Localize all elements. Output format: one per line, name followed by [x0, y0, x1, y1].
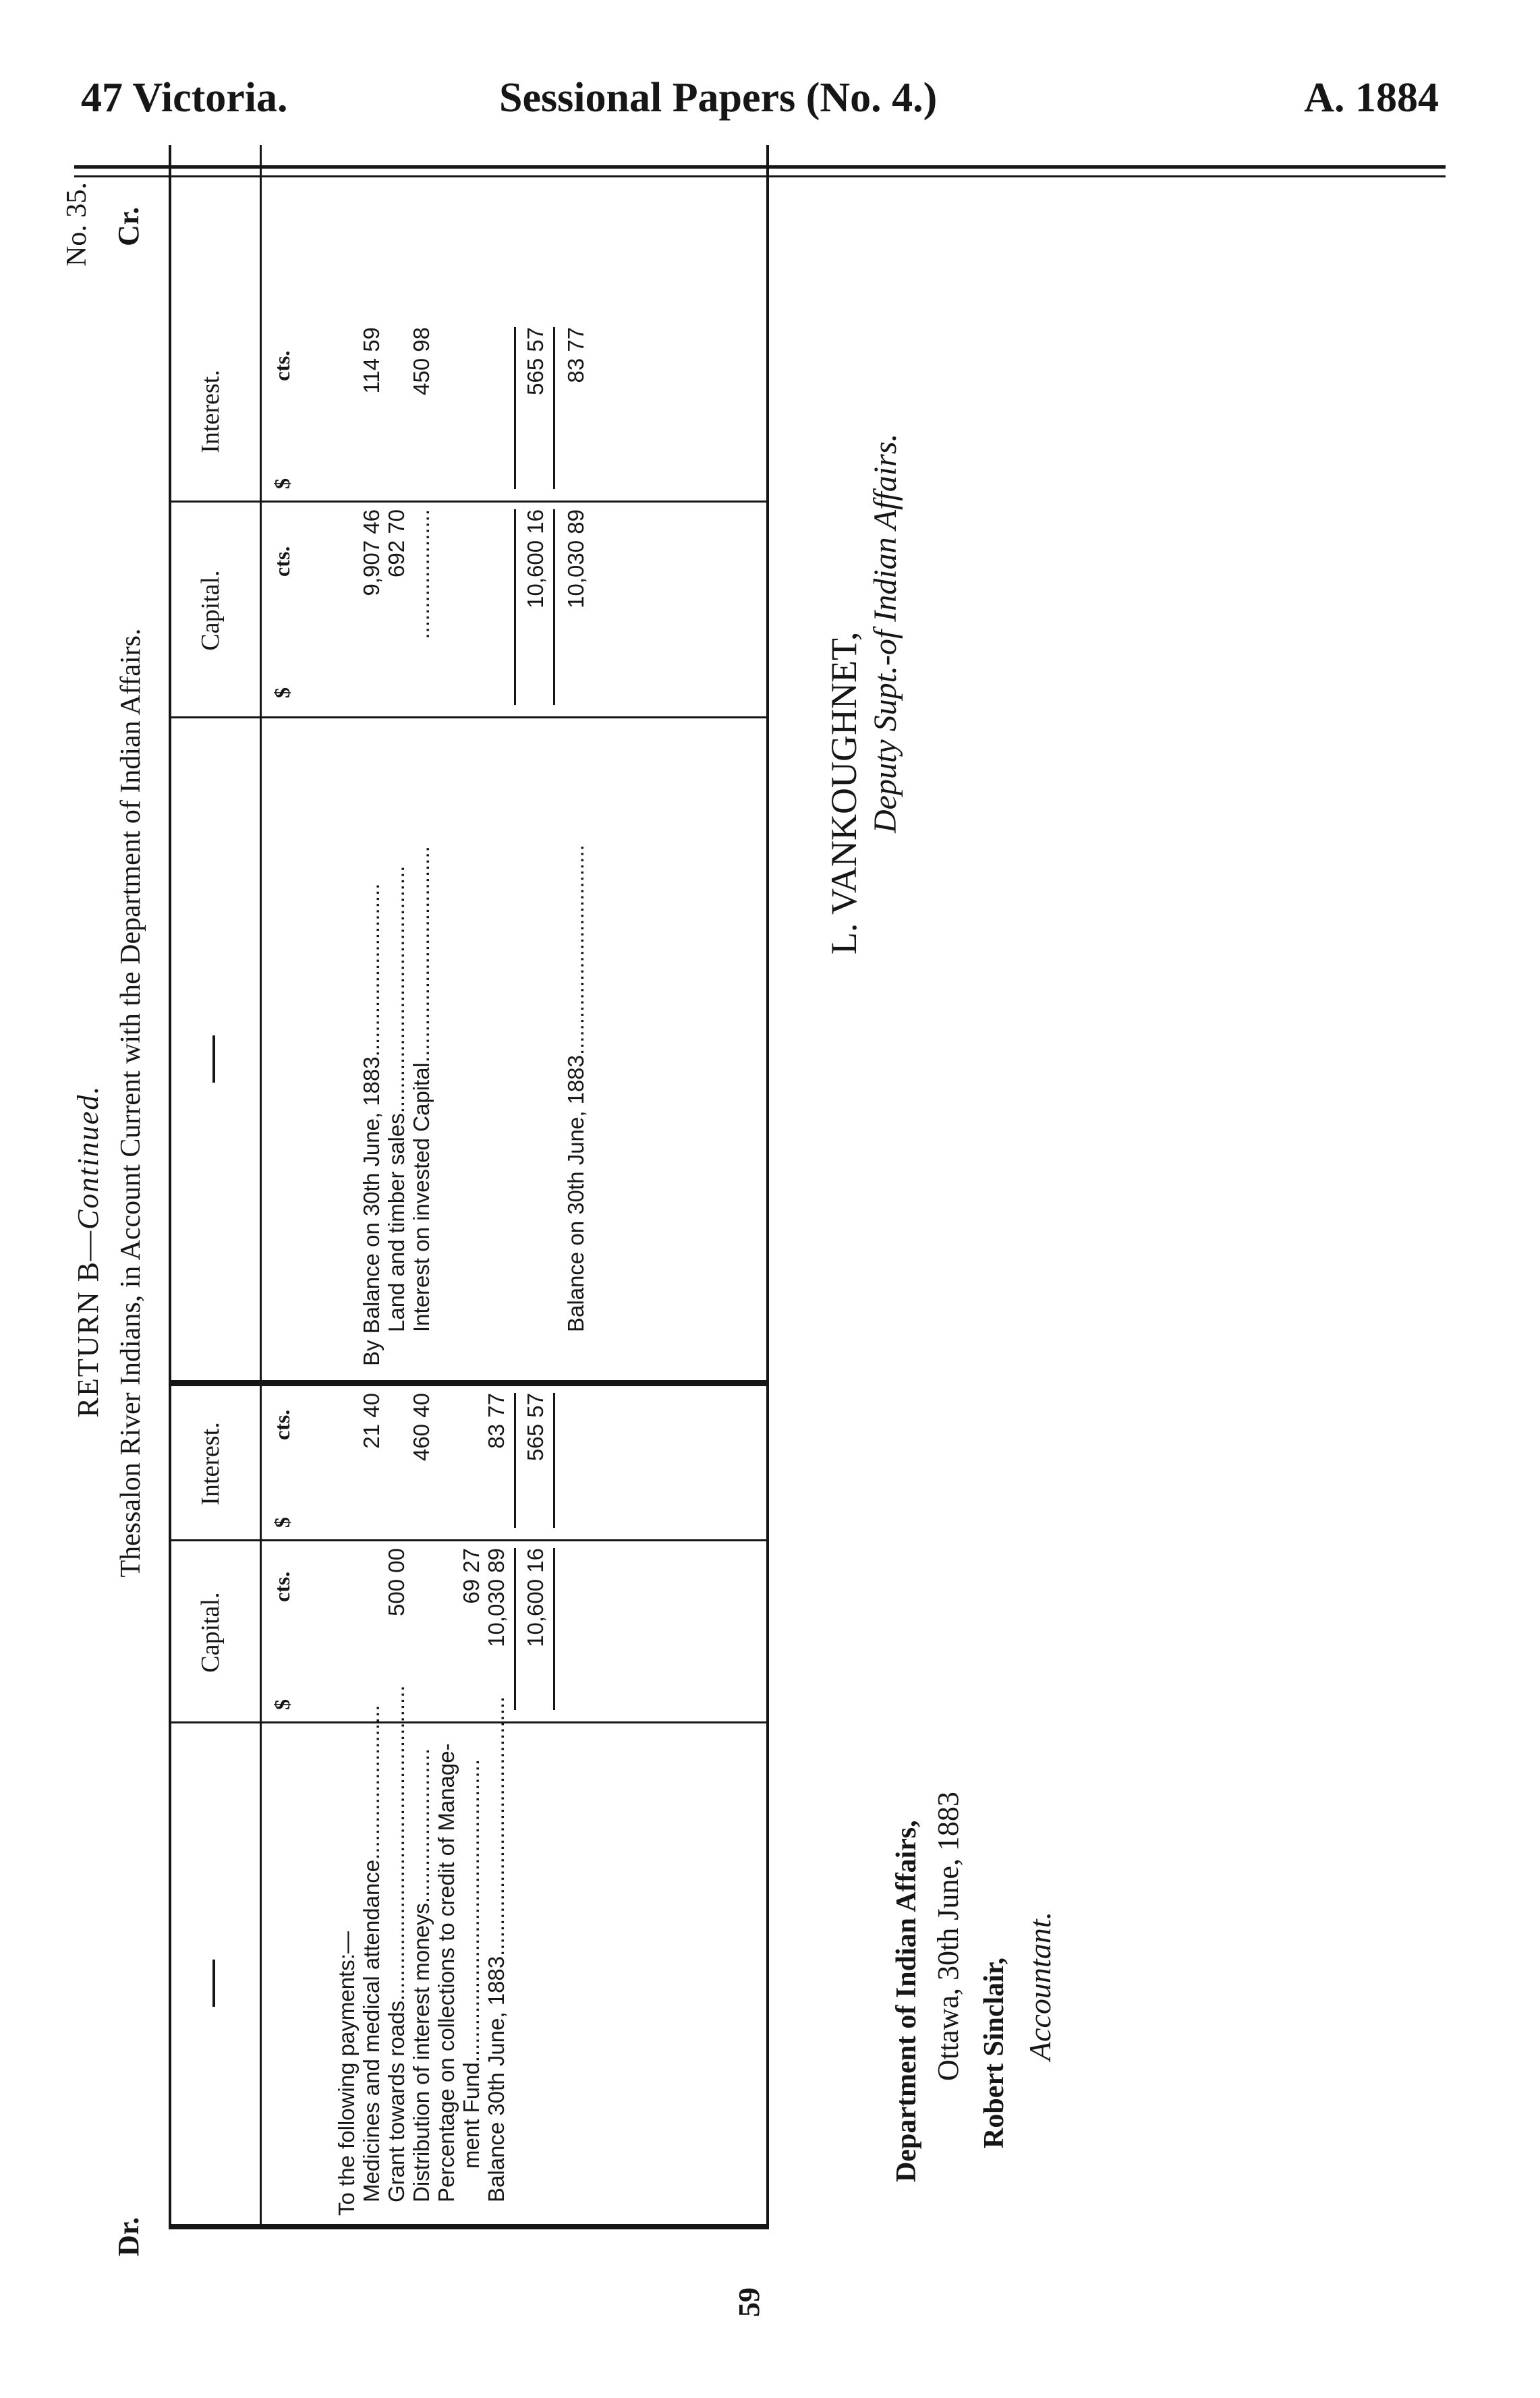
debit-description-dash — [212, 1960, 215, 2007]
debit-intro: To the following payments:— — [334, 1931, 359, 2216]
return-title: RETURN B—Continued. — [72, 1085, 105, 1418]
heading-rule — [260, 145, 262, 2229]
credit-description-dash — [212, 1035, 215, 1083]
debit-capital-rule — [169, 1721, 769, 1723]
table-top-rule — [169, 145, 171, 2229]
debit-label: Dr. — [112, 2217, 145, 2256]
debit-row-capital: 69 27 — [459, 1548, 484, 1604]
debit-total-interest: 565 57 — [523, 1393, 548, 1461]
credit-balance-label: Balance on 30th June, 1883.................................. — [563, 845, 588, 1332]
credit-interest-rule — [169, 501, 769, 503]
table-left-rule — [169, 2224, 769, 2229]
credit-capital-dollar: $ — [270, 687, 294, 698]
debit-row-interest: 83 77 — [484, 1393, 509, 1449]
debit-row-label: Medicines and medical attendance......................... — [359, 1705, 384, 2202]
accountant-title: Accountant. — [1023, 1912, 1057, 2061]
debit-interest-cents: cts. — [270, 1409, 294, 1440]
header-title: Sessional Papers (No. 4.) — [499, 75, 938, 121]
credit-row-label: Land and timber sales........................................ — [384, 865, 409, 1332]
debit-interest-dollar: $ — [270, 1517, 294, 1528]
department-place-date: Ottawa, 30th June, 1883 — [932, 1792, 965, 2081]
debit-row-capital: 500 00 — [384, 1548, 409, 1616]
credit-row-capital: ..................... — [409, 509, 434, 639]
credit-row-label: Interest on invested Capital................................... — [409, 846, 434, 1332]
credit-row-capital: 692 70 — [384, 509, 409, 577]
credit-total-interest: 565 57 — [523, 327, 548, 395]
debit-capital-dollar: $ — [270, 1699, 294, 1710]
account-subtitle: Thessalon River Indians, in Account Current with the Department of Indian Affairs. — [115, 628, 146, 1578]
debit-capital-total-rule — [553, 1548, 555, 1710]
debit-row-interest: 460 40 — [409, 1393, 434, 1461]
header-session: 47 Victoria. — [81, 75, 288, 121]
debit-total-capital: 10,600 16 — [523, 1548, 548, 1647]
credit-interest-sum-rule — [514, 327, 516, 489]
debit-interest-heading: Interest. — [196, 1422, 225, 1506]
center-double-rule — [169, 1380, 769, 1386]
debit-interest-sum-rule — [514, 1393, 516, 1528]
credit-row-label: By Balance on 30th June, 1883............................ — [359, 883, 384, 1366]
accountant-name: Robert Sinclair, — [979, 1957, 1010, 2148]
credit-row-interest: 450 98 — [409, 327, 434, 395]
credit-interest-heading: Interest. — [196, 370, 225, 453]
credit-capital-rule — [169, 716, 769, 718]
debit-row-label: ment Fund................................................. — [459, 1759, 484, 2169]
credit-interest-total-rule — [553, 327, 555, 489]
department-name: Department of Indian Affairs, — [891, 1820, 922, 2182]
signatory-title: Deputy Supt.-of Indian Affairs. — [867, 433, 903, 833]
credit-total-capital: 10,600 16 — [523, 509, 548, 608]
return-number: No. 35. — [61, 182, 92, 266]
credit-capital-cents: cts. — [270, 546, 294, 577]
debit-interest-rule — [169, 1539, 769, 1541]
credit-balance-capital: 10,030 89 — [563, 509, 588, 608]
header-year: A. 1884 — [1304, 75, 1439, 121]
credit-interest-dollar: $ — [270, 478, 294, 489]
credit-capital-total-rule — [553, 509, 555, 705]
credit-capital-heading: Capital. — [196, 570, 225, 651]
credit-row-interest: 114 59 — [359, 327, 384, 394]
debit-interest-total-rule — [553, 1393, 555, 1528]
debit-capital-heading: Capital. — [196, 1592, 225, 1673]
account-table — [169, 145, 769, 2229]
debit-row-capital: 10,030 89 — [484, 1548, 509, 1647]
debit-row-label: Distribution of interest moneys......................... — [409, 1748, 434, 2202]
debit-capital-sum-rule — [514, 1548, 516, 1710]
signatory-name: L. VANKOUGHNET, — [824, 631, 864, 954]
credit-interest-cents: cts. — [270, 350, 294, 381]
table-bottom-rule — [766, 145, 769, 2229]
credit-row-capital: 9,907 46 — [359, 509, 384, 596]
debit-row-label: Balance 30th June, 1883.......................................... — [484, 1696, 509, 2202]
debit-row-interest: 21 40 — [359, 1393, 384, 1449]
page-number: 59 — [733, 2287, 766, 2317]
debit-row-label: Grant towards roads................................................... — [384, 1685, 409, 2202]
debit-row-label: Percentage on collections to credit of Manage- — [434, 1743, 459, 2202]
credit-balance-interest: 83 77 — [563, 327, 588, 383]
debit-capital-cents: cts. — [270, 1571, 294, 1602]
credit-capital-sum-rule — [514, 509, 516, 705]
credit-label: Cr. — [112, 206, 145, 246]
